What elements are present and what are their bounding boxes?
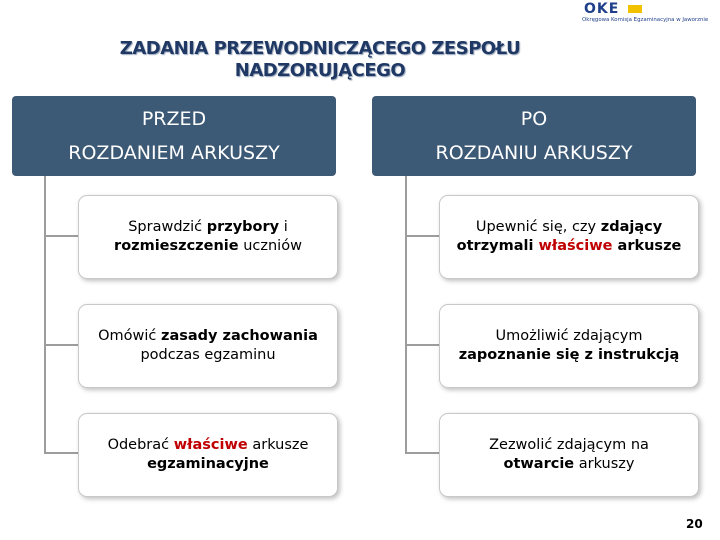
title-line-2: NADZORUJĄCEGO bbox=[234, 60, 406, 81]
left-connector-branch-1 bbox=[44, 235, 78, 237]
left-column-header bbox=[12, 96, 336, 176]
right-connector-branch-3 bbox=[405, 452, 439, 454]
right-header-line-2: ROZDANIU ARKUSZY bbox=[435, 142, 633, 164]
task-text-segment: arkuszy bbox=[574, 456, 635, 472]
right-connector-branch-1 bbox=[405, 235, 439, 237]
left-connector-vertical bbox=[44, 176, 46, 453]
task-text bbox=[449, 218, 690, 256]
task-text-line bbox=[457, 237, 682, 256]
right-header-line-1: PO bbox=[520, 108, 548, 130]
oke-logo bbox=[582, 2, 718, 26]
task-text-segment: Odebrać bbox=[107, 437, 174, 453]
right-task-card bbox=[439, 413, 699, 497]
left-task-card bbox=[78, 413, 338, 497]
task-text-segment: właściwe bbox=[173, 437, 248, 453]
task-text-line bbox=[489, 436, 649, 455]
task-text bbox=[90, 327, 326, 365]
task-text-line bbox=[459, 346, 680, 365]
task-text-line bbox=[457, 218, 682, 237]
left-header-line-1: PRZED bbox=[141, 108, 207, 130]
task-text-segment: Sprawdzić bbox=[128, 219, 207, 235]
task-text bbox=[106, 218, 310, 256]
task-text-line bbox=[108, 455, 309, 474]
task-text-segment: uczniów bbox=[238, 238, 302, 254]
right-connector-vertical bbox=[405, 176, 407, 453]
task-text-segment: Omówić bbox=[98, 328, 161, 344]
task-text-line bbox=[98, 346, 318, 365]
task-text-line bbox=[114, 218, 302, 237]
task-text-segment: właściwe bbox=[538, 238, 613, 254]
task-text-segment: Umożliwić zdającym bbox=[495, 328, 643, 344]
task-text-segment: zasady zachowania bbox=[161, 328, 318, 344]
title-line-1: ZADANIA PRZEWODNICZĄCEGO ZESPOŁU bbox=[119, 38, 521, 59]
left-task-card bbox=[78, 304, 338, 388]
task-text-segment: otwarcie bbox=[503, 456, 575, 472]
left-header-line-2: ROZDANIEM ARKUSZY bbox=[68, 142, 280, 164]
task-text bbox=[451, 327, 688, 365]
task-text-segment: rozmieszczenie bbox=[114, 238, 239, 254]
task-text-segment: zapoznanie się z instrukcją bbox=[458, 347, 680, 363]
task-text-line bbox=[489, 455, 649, 474]
task-text-line bbox=[459, 327, 680, 346]
left-task-card bbox=[78, 195, 338, 279]
task-text-line bbox=[98, 327, 318, 346]
left-connector-branch-3 bbox=[44, 452, 78, 454]
logo-text: OKE bbox=[584, 1, 620, 17]
task-text-segment: przybory bbox=[206, 219, 280, 235]
slide-title bbox=[40, 38, 600, 82]
right-connector-branch-2 bbox=[405, 344, 439, 346]
task-text-segment: zdający bbox=[600, 219, 663, 235]
right-task-card bbox=[439, 195, 699, 279]
task-text-segment: arkusze bbox=[247, 437, 309, 453]
logo-caption: Okręgowa Komisja Egzaminacyjna w Jaworznie bbox=[582, 17, 709, 23]
task-text-segment: i bbox=[279, 219, 288, 235]
right-column-header bbox=[372, 96, 696, 176]
logo-accent-bar bbox=[628, 5, 642, 13]
page-number: 20 bbox=[686, 517, 703, 531]
task-text bbox=[481, 436, 657, 474]
task-text-segment: otrzymali bbox=[456, 238, 539, 254]
task-text-segment: Upewnić się, czy bbox=[475, 219, 601, 235]
task-text bbox=[100, 436, 317, 474]
task-text-segment: podczas egzaminu bbox=[140, 347, 276, 363]
task-text-line bbox=[108, 436, 309, 455]
task-text-segment: Zezwolić zdającym na bbox=[489, 437, 649, 453]
task-text-segment: egzaminacyjne bbox=[147, 456, 269, 472]
task-text-segment: arkusze bbox=[612, 238, 682, 254]
left-connector-branch-2 bbox=[44, 344, 78, 346]
task-text-line bbox=[114, 237, 302, 256]
right-task-card bbox=[439, 304, 699, 388]
